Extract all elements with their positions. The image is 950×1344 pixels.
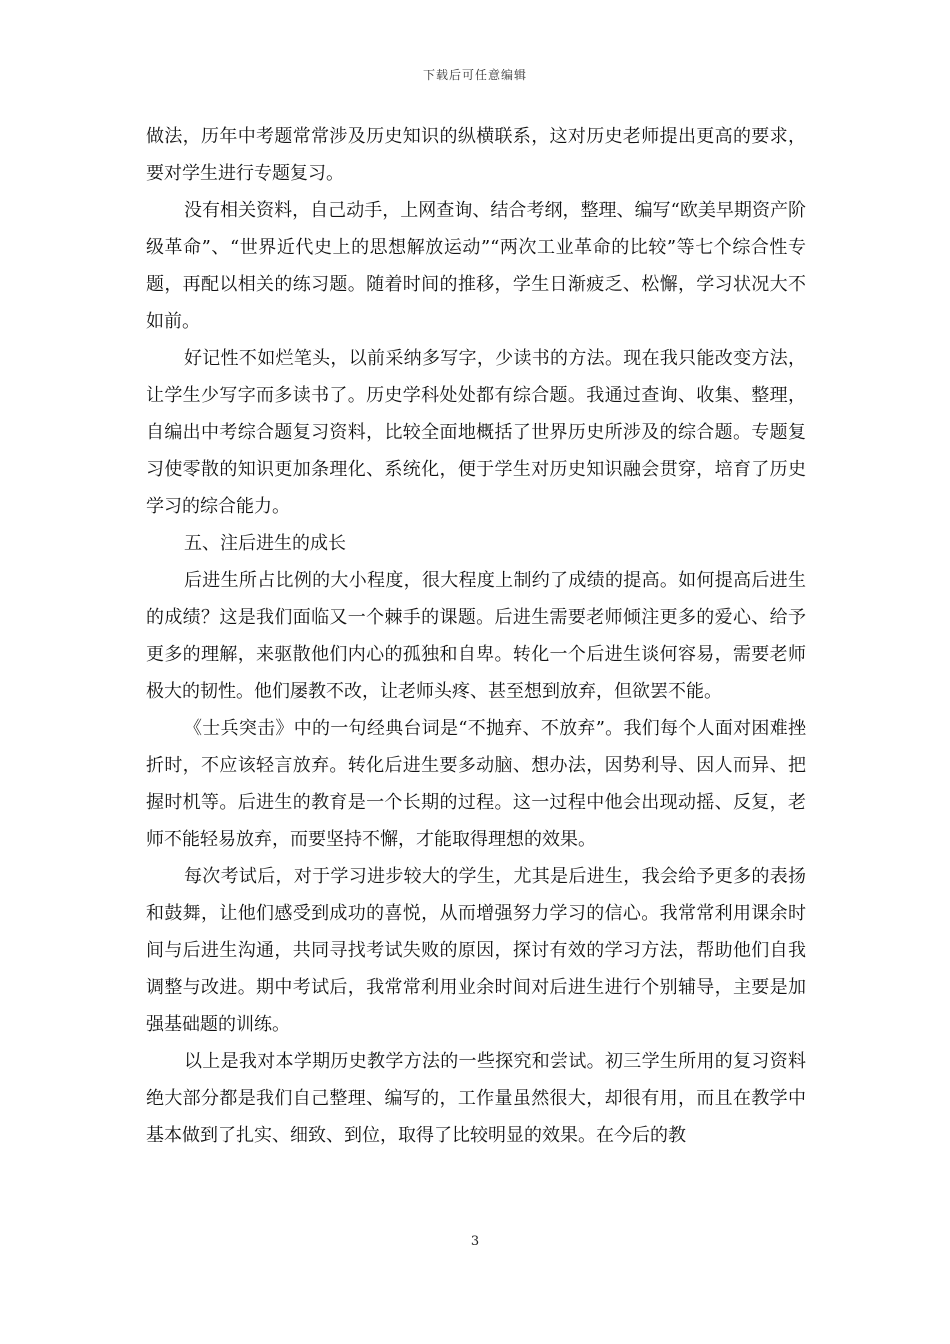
paragraph-2: 没有相关资料，自己动手，上网查询、结合考纲，整理、编写“欧美早期资产阶级革命”、“世界近代史上的思想解放运动”“两次工业革命的比较”等七个综合性专题，再配以相关的练习题。随着时间的推移，学生日渐疲乏、松懈，学习状况大不如前。 — [146, 200, 806, 332]
paragraph-3: 好记性不如烂笔头，以前采纳多写字，少读书的方法。现在我只能改变方法，让学生少写字而多读书了。历史学科处处都有综合题。我通过查询、收集、整理，自编出中考综合题复习资料，比较全面地概括了世界历史所涉及的综合题。专题复习使零散的知识更加条理化、系统化，便于学生对历史知识融会贯穿，培育了历史学习的综合能力。 — [146, 348, 806, 517]
document-body — [146, 118, 806, 1154]
page-number: 3 — [470, 1234, 480, 1249]
paragraph-1: 做法，历年中考题常常涉及历史知识的纵横联系，这对历史老师提出更高的要求，要对学生进行专题复习。 — [146, 126, 806, 184]
paragraph-7: 每次考试后，对于学习进步较大的学生，尤其是后进生，我会给予更多的表扬和鼓舞，让他们感受到成功的喜悦，从而增强努力学习的信心。我常常利用课余时间与后进生沟通，共同寻找考试失败的原因，探讨有效的学习方法，帮助他们自我调整与改进。期中考试后，我常常利用业余时间对后进生进行个别辅导，主要是加强基础题的训练。 — [146, 866, 806, 1035]
section-heading: 五、注后进生的成长 — [184, 533, 346, 554]
paragraph-6: 《士兵突击》中的一句经典台词是“不抛弃、不放弃”。我们每个人面对困难挫折时，不应该轻言放弃。转化后进生要多动脑、想办法，因势利导、因人而异、把握时机等。后进生的教育是一个长期的过程。这一过程中他会出现动摇、反复，老师不能轻易放弃，而要坚持不懈，才能取得理想的效果。 — [146, 718, 806, 850]
paragraph-8: 以上是我对本学期历史教学方法的一些探究和尝试。初三学生所用的复习资料绝大部分都是我们自己整理、编写的，工作量虽然很大，却很有用，而且在教学中基本做到了扎实、细致、到位，取得了比较明显的效果。在今后的教 — [146, 1051, 806, 1146]
paragraph-5: 后进生所占比例的大小程度，很大程度上制约了成绩的提高。如何提高后进生的成绩？这是我们面临又一个棘手的课题。后进生需要老师倾注更多的爱心、给予更多的理解，来驱散他们内心的孤独和自卑。转化一个后进生谈何容易，需要老师极大的韧性。他们屡教不改，让老师头疼、甚至想到放弃，但欲罢不能。 — [146, 570, 806, 702]
page-header: 下载后可任意编辑 — [422, 68, 527, 82]
